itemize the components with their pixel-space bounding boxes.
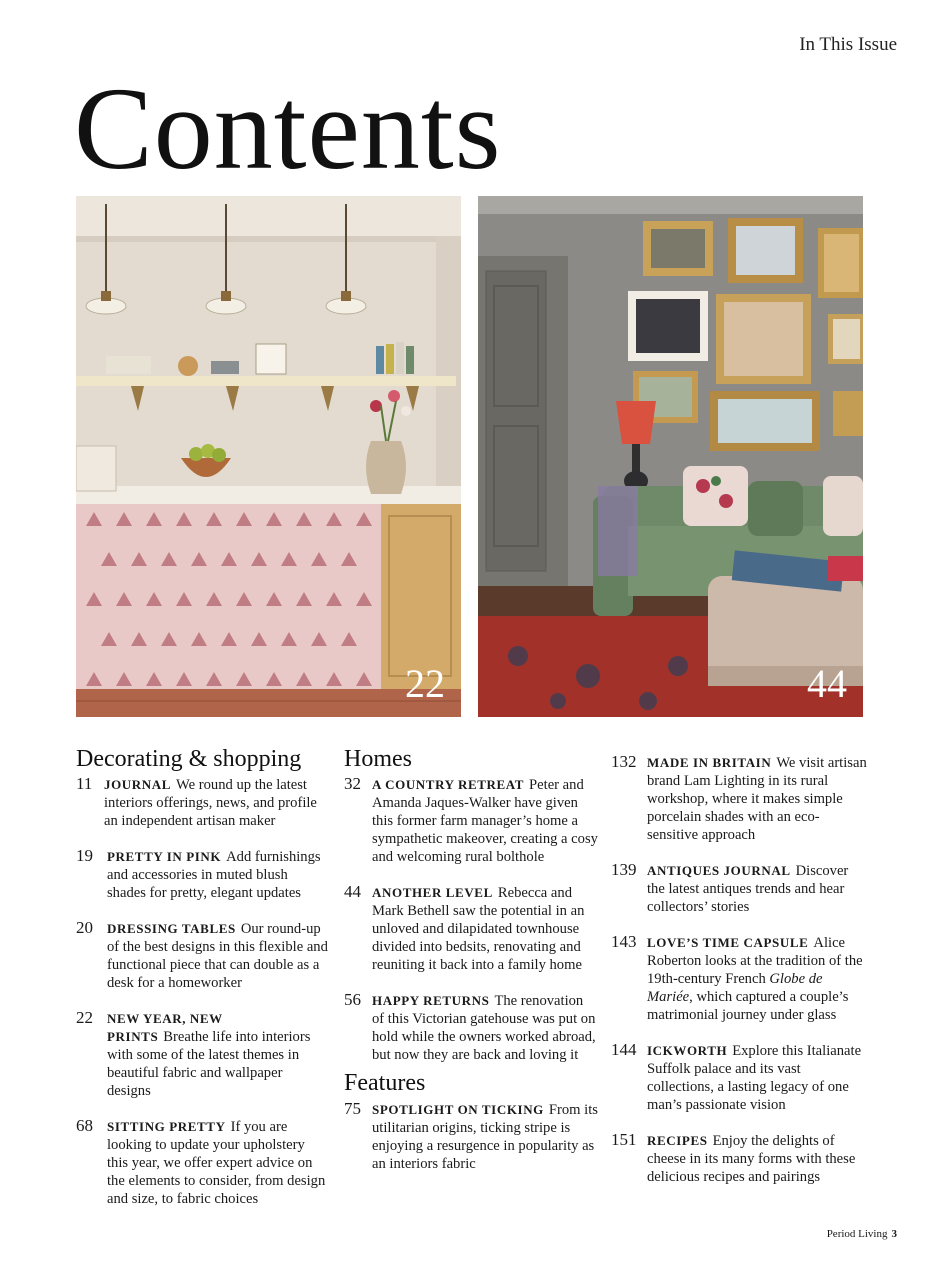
entry-description: Peter and Amanda Jaques-Walker have given this former farm manager’s home a sympathetic makeover, creating a cosy and welcoming rural bolthole (372, 777, 598, 866)
entry-page-number: 22 (76, 1008, 93, 1028)
entry-page-number: 75 (344, 1098, 361, 1118)
contents-column-1 (76, 746, 328, 1226)
entry-heading: JOURNAL (104, 777, 172, 793)
entry-description: We visit artisan brand Lam Lighting in its rural workshop, where it makes simple porcelain shades with an eco-sensitive approach (647, 755, 867, 843)
contents-entry[interactable] (611, 754, 867, 844)
photo-page-number: 22 (405, 661, 445, 706)
photo-page-number: 44 (807, 661, 847, 706)
entry-heading: SPOTLIGHT ON TICKING (372, 1101, 544, 1117)
entry-description: Add furnishings and accessories in muted blush shades for pretty, elegant updates (107, 849, 321, 902)
contents-entry[interactable] (76, 920, 328, 992)
footer-page-number: 3 (891, 1228, 897, 1240)
entry-page-number: 132 (611, 752, 637, 771)
entry-heading: ANOTHER LEVEL (372, 885, 493, 901)
entry-heading: ANTIQUES JOURNAL (647, 863, 791, 878)
contents-entry[interactable] (344, 992, 598, 1064)
entry-heading: NEW YEAR, NEW PRINTS (107, 1011, 223, 1045)
entry-description-end: , which captured a couple’s matrimonial journey under glass (647, 989, 849, 1023)
entry-description: Rebecca and Mark Bethell saw the potential in an unloved and dilapidated townhouse divided into bedsits, renovating and reuniting it back into a family home (372, 885, 585, 974)
contents-entry[interactable] (76, 776, 328, 830)
entry-page-number: 11 (76, 774, 93, 794)
entry-page-number: 56 (344, 990, 361, 1010)
page-footer (827, 1228, 897, 1240)
entry-page-number: 139 (611, 860, 637, 879)
section-kicker: In This Issue (799, 34, 897, 55)
entry-heading: SITTING PRETTY (107, 1119, 226, 1135)
contents-entry[interactable] (344, 1098, 598, 1173)
page-title: Contents (74, 63, 502, 194)
entry-page-number: 151 (611, 1130, 637, 1149)
contents-entry[interactable] (76, 1010, 328, 1100)
entry-heading: RECIPES (647, 1133, 708, 1148)
contents-column-3 (611, 754, 867, 1204)
section-title-decorating: Decorating & shopping (76, 746, 302, 772)
contents-entry[interactable] (611, 1042, 867, 1114)
entry-heading: MADE IN BRITAIN (647, 755, 772, 770)
entry-description: Alice Roberton looks at the tradition of the 19th-century French (647, 935, 863, 987)
entry-page-number: 144 (611, 1040, 637, 1059)
entry-description: Explore this Italianate Suffolk palace and its vast collections, a lasting legacy of one man’s passionate vision (647, 1043, 862, 1113)
entry-page-number: 20 (76, 918, 93, 938)
entry-page-number: 143 (611, 932, 637, 951)
entry-italic-title: Globe de Mariée (647, 971, 823, 1005)
entry-description: We round up the latest interiors offerings, news, and profile an independent artisan maker (104, 777, 317, 830)
contents-entry[interactable] (344, 776, 598, 866)
section-title-homes: Homes (344, 746, 412, 772)
magazine-name: Period Living (826, 1228, 888, 1240)
entry-heading: ICKWORTH (647, 1043, 728, 1058)
entry-description: Our round-up of the best designs in this flexible and functional piece that can double as a desk for a homeworker (107, 921, 328, 992)
kitchen-illustration (76, 196, 461, 717)
section-title-features: Features (344, 1070, 426, 1097)
entry-heading: DRESSING TABLES (107, 921, 236, 937)
living-room-photo[interactable] (478, 196, 863, 717)
entry-heading: PRETTY IN PINK (107, 849, 222, 865)
entry-heading: HAPPY RETURNS (372, 993, 490, 1009)
contents-column-2 (344, 746, 598, 1191)
entry-description: From its utilitarian origins, ticking stripe is enjoying a resurgence in popularity as an interiors fabric (372, 1101, 598, 1172)
entry-description: Breathe life into interiors with some of the latest themes in beautiful fabric and wallpaper designs (107, 1029, 311, 1100)
kitchen-photo[interactable] (76, 196, 461, 717)
entry-description: The renovation of this Victorian gatehouse was put on hold while the owners worked abroad, but now they are back and loving it (372, 993, 596, 1064)
contents-entry[interactable] (344, 884, 598, 974)
living-room-illustration (478, 196, 863, 717)
entry-page-number: 19 (76, 846, 93, 866)
entry-heading: A COUNTRY RETREAT (372, 777, 525, 793)
entry-heading: LOVE’S TIME CAPSULE (647, 935, 809, 950)
entry-page-number: 32 (344, 774, 361, 794)
entry-description: Discover the latest antiques trends and hear collectors’ stories (647, 863, 849, 915)
contents-entry[interactable] (611, 934, 867, 1024)
entry-page-number: 68 (76, 1116, 93, 1136)
entry-description: If you are looking to update your upholstery this year, we offer expert advice on the elements to consider, from design and size, to fabric choices (107, 1119, 326, 1208)
contents-entry[interactable] (76, 848, 328, 902)
contents-entry[interactable] (611, 1132, 867, 1186)
entry-page-number: 44 (344, 882, 361, 902)
contents-entry[interactable] (76, 1118, 328, 1208)
entry-description: Enjoy the delights of cheese in its many forms with these delicious recipes and pairings (647, 1133, 856, 1185)
contents-entry[interactable] (611, 862, 867, 916)
